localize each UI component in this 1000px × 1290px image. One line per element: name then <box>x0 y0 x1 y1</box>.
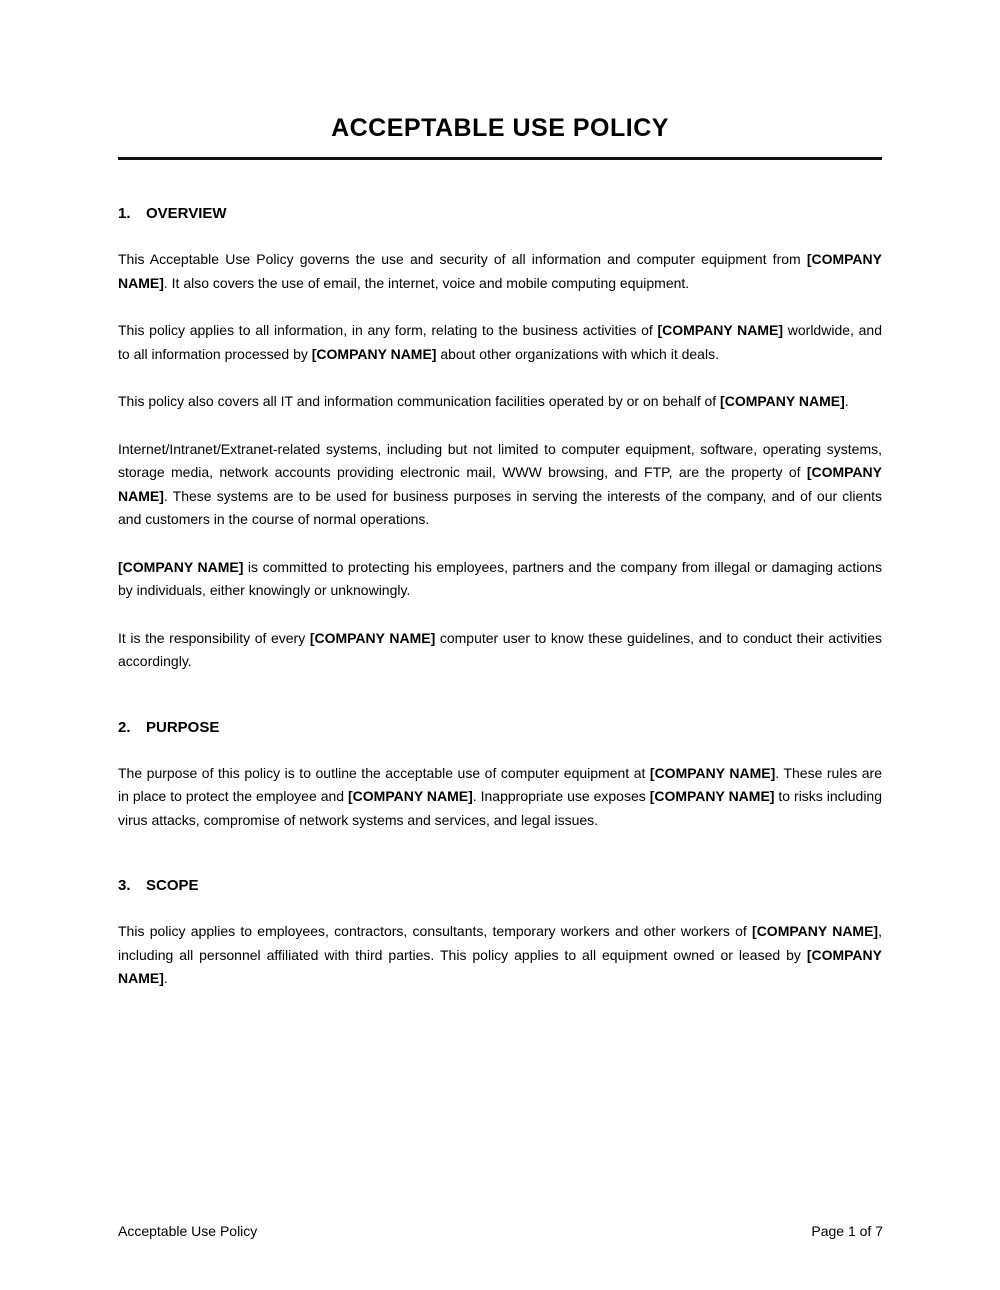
company-name-placeholder: [COMPANY NAME] <box>309 629 436 646</box>
text-run: , including all personnel affiliated with third parties. This policy applies to all equipment owned or leased by <box>118 923 882 963</box>
text-run: worldwide, and to all information processed by <box>118 322 882 362</box>
section-heading <box>118 204 882 224</box>
company-name-placeholder: [COMPANY NAME] <box>649 788 775 804</box>
text-run: . Inappropriate use exposes <box>472 788 650 804</box>
section-overview <box>118 204 882 674</box>
text-run: . It also covers the use of email, the internet, voice and mobile computing equipment. <box>163 274 690 291</box>
section-heading-label: SCOPE <box>146 877 199 894</box>
title-divider <box>118 157 882 160</box>
text-run: to risks including virus attacks, compromise of network systems and services, and legal issues. <box>118 788 883 828</box>
text-run: It is the responsibility of every <box>118 629 310 646</box>
paragraph <box>118 556 882 603</box>
text-run: This policy applies to employees, contractors, consultants, temporary workers and other workers of <box>118 923 753 939</box>
section-purpose <box>118 718 882 833</box>
company-name-placeholder: [COMPANY NAME] <box>720 393 845 409</box>
section-heading-label: OVERVIEW <box>146 205 227 222</box>
text-run: . These systems are to be used for business purposes in serving the interests of the company, and of our clients and customers in the course of normal operations. <box>118 487 882 527</box>
paragraph <box>118 319 882 366</box>
company-name-placeholder: [COMPANY NAME] <box>311 345 437 362</box>
paragraph <box>118 390 882 414</box>
company-name-placeholder: [COMPANY NAME] <box>118 558 244 575</box>
sections <box>118 204 882 991</box>
page-footer <box>118 1222 883 1240</box>
text-run: computer user to know these guidelines, and to conduct their activities accordingly. <box>118 629 882 669</box>
text-run: is committed to protecting his employees, partners and the company from illegal or damaging actions by individuals, either knowingly or unknowingly. <box>118 558 882 598</box>
section-heading <box>118 718 882 738</box>
company-name-placeholder: [COMPANY NAME] <box>118 251 882 291</box>
text-run: This policy also covers all IT and information communication facilities operated by or on behalf of <box>118 393 721 409</box>
text-run: about other organizations with which it deals. <box>436 345 719 362</box>
text-run: . <box>163 970 168 986</box>
company-name-placeholder: [COMPANY NAME] <box>657 322 784 338</box>
text-run: . These rules are in place to protect the employee and <box>118 764 883 804</box>
footer-page-number: Page 1 of 7 <box>811 1223 883 1239</box>
company-name-placeholder: [COMPANY NAME] <box>752 923 879 939</box>
paragraph <box>118 762 882 833</box>
text-run: This policy applies to all information, in any form, relating to the business activities of <box>118 322 658 338</box>
text-run: . <box>844 393 849 409</box>
company-name-placeholder: [COMPANY NAME] <box>118 946 882 986</box>
text-run: This Acceptable Use Policy governs the use and security of all information and computer equipment from <box>118 251 807 267</box>
text-run: The purpose of this policy is to outline the acceptable use of computer equipment at <box>118 764 650 781</box>
section-scope <box>118 876 882 991</box>
company-name-placeholder: [COMPANY NAME] <box>348 788 473 804</box>
paragraph <box>118 627 882 674</box>
section-number: 2. <box>118 718 131 736</box>
text-run: Internet/Intranet/Extranet-related systems, including but not limited to computer equipment, software, operating systems, storage media, network accounts providing electronic mail, WWW browsing, and FTP, are the property of <box>118 440 882 480</box>
section-heading <box>118 876 882 896</box>
paragraph <box>118 248 882 295</box>
company-name-placeholder: [COMPANY NAME] <box>118 464 882 504</box>
page-title: ACCEPTABLE USE POLICY <box>331 114 669 142</box>
section-number: 1. <box>118 205 131 222</box>
paragraph <box>118 438 882 532</box>
footer-document-title: Acceptable Use Policy <box>118 1223 258 1239</box>
paragraph <box>118 920 882 991</box>
section-heading-label: PURPOSE <box>146 718 220 736</box>
company-name-placeholder: [COMPANY NAME] <box>649 764 776 781</box>
section-number: 3. <box>118 877 131 894</box>
